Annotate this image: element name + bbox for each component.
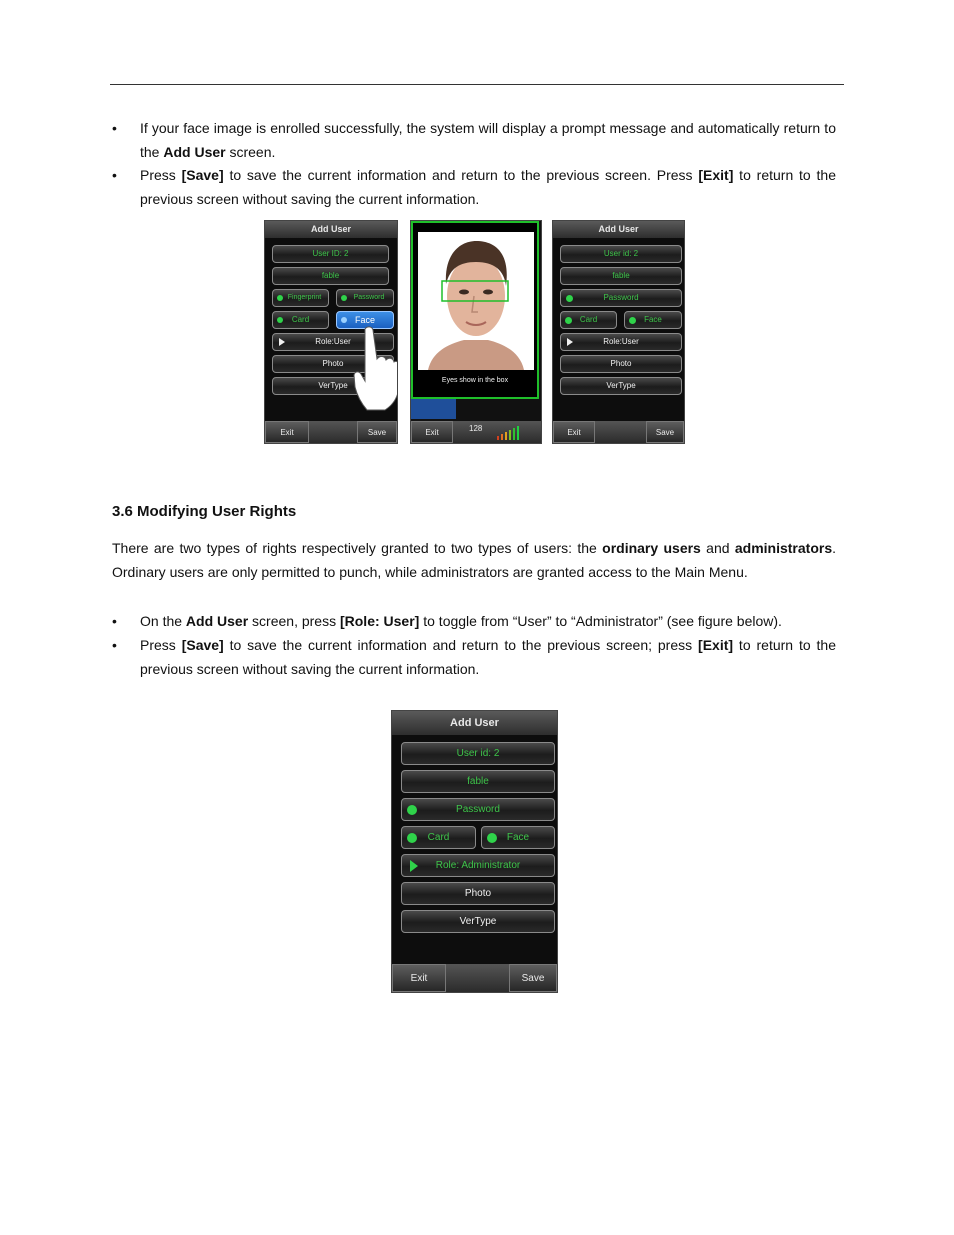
role-button[interactable]: Role:User [272,333,394,351]
status-dot-icon [341,295,347,301]
progress-strip [411,399,456,419]
capture-caption: Eyes show in the box [441,377,509,384]
bottom-bar [553,421,684,443]
capture-frame [411,221,539,399]
bullet-toggle-role: On the Add User screen, press [Role: User] to toggle from “User” to “Administrator” (see figure below). [140,613,782,629]
capture-count: 128 [469,424,483,433]
pointing-hand-icon [353,325,398,411]
status-dot-icon [407,805,417,815]
photo-button[interactable]: Photo [272,355,394,373]
exit-button[interactable]: Exit [553,421,595,443]
status-dot-icon [629,317,636,324]
signal-bars-icon [497,426,525,440]
play-triangle-icon [279,338,285,346]
bullet-dot: • [112,637,117,653]
bottom-bar [411,421,541,443]
exit-button[interactable]: Exit [411,421,453,443]
role-button[interactable]: Role: Administrator [401,854,555,877]
photo-button[interactable]: Photo [401,882,555,905]
exit-button[interactable]: Exit [392,964,446,992]
face-capture-screen [410,220,542,444]
play-triangle-icon [567,338,573,346]
name-field[interactable]: fable [401,770,555,793]
status-dot-icon [566,295,573,302]
save-button[interactable]: Save [646,421,684,443]
status-dot-icon [487,833,497,843]
status-dot-icon [407,833,417,843]
password-button[interactable]: Password [401,798,555,821]
user-id-field[interactable]: User ID: 2 [272,245,389,263]
bullet-dot: • [112,613,117,629]
face-button[interactable]: Face [336,311,394,329]
screen-title: Add User [265,221,397,238]
password-button[interactable]: Password [560,289,682,307]
user-id-field[interactable]: User id: 2 [401,742,555,765]
role-button[interactable]: Role:User [560,333,682,351]
status-dot-icon [565,317,572,324]
name-field[interactable]: fable [560,267,682,285]
save-button[interactable]: Save [509,964,557,992]
bullet-dot: • [112,167,117,183]
vertype-button[interactable]: VerType [401,910,555,933]
bullet-save-exit: Press [Save] to save the current information and return to the previous screen. Press [Exit] to return to the previous screen without saving the current information. [140,167,836,207]
bullet-face-enrolled: If your face image is enrolled successfully, the system will display a prompt message and automatically return to the Add User screen. [140,120,836,160]
password-button[interactable]: Password [336,289,394,307]
play-triangle-icon [410,860,418,872]
card-button[interactable]: Card [272,311,329,329]
screen-title: Add User [553,221,684,238]
exit-button[interactable]: Exit [265,421,309,443]
name-field[interactable]: fable [272,267,389,285]
section-heading: 3.6 Modifying User Rights [112,503,297,520]
add-user-screen-2 [552,220,685,444]
status-dot-icon [341,317,347,323]
user-id-field[interactable]: User id: 2 [560,245,682,263]
header-rule [110,84,844,85]
bottom-bar [392,964,557,992]
photo-button[interactable]: Photo [560,355,682,373]
face-image [418,232,534,370]
add-user-screen-1 [264,220,398,444]
vertype-button[interactable]: VerType [272,377,394,395]
fingerprint-button[interactable]: Fingerprint [272,289,329,307]
status-dot-icon [277,295,283,301]
save-button[interactable]: Save [357,421,397,443]
status-dot-icon [277,317,283,323]
vertype-button[interactable]: VerType [560,377,682,395]
face-photo [418,232,534,370]
add-user-screen-administrator [391,710,558,993]
bottom-bar [265,421,397,443]
section-intro: There are two types of rights respectively granted to two types of users: the ordinary users and administrators. Ordinary users are only permitted to punch, while administrators are granted access to the Main Menu. [112,540,836,580]
card-button[interactable]: Card [401,826,476,849]
card-button[interactable]: Card [560,311,617,329]
face-button[interactable]: Face [481,826,555,849]
bullet-dot: • [112,120,117,136]
bullet-save-exit-2: Press [Save] to save the current information and return to the previous screen; press [Exit] to return to the previous screen without saving the current information. [140,637,836,677]
face-button[interactable]: Face [624,311,682,329]
screen-title: Add User [392,711,557,735]
